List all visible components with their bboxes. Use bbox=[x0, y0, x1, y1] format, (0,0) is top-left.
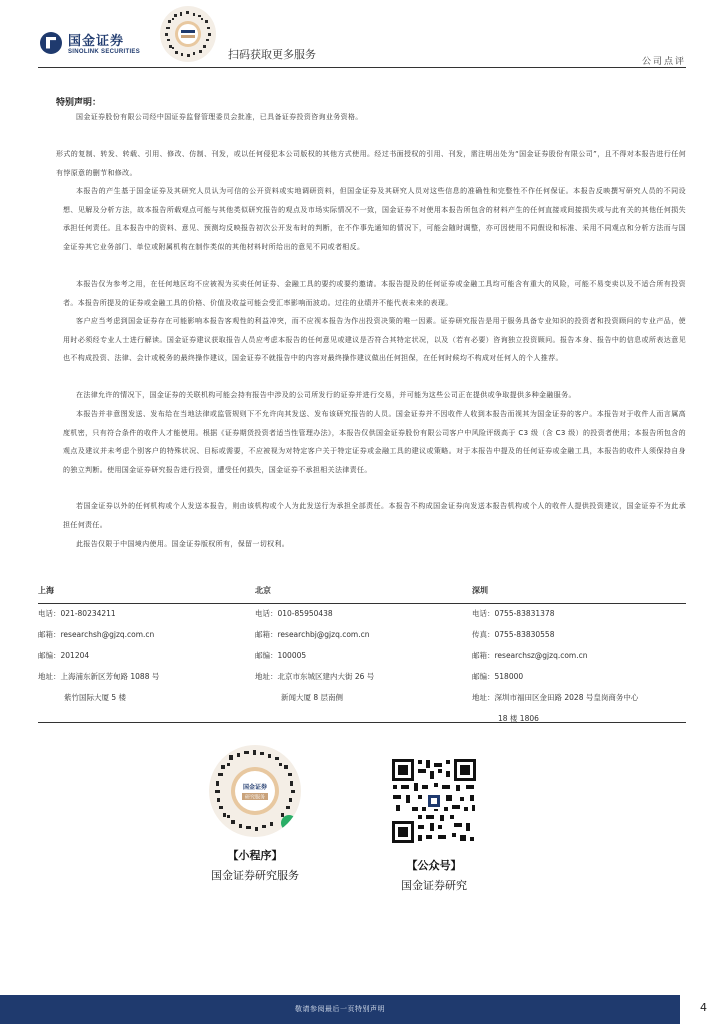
mini-program-name: 国金证券研究服务 bbox=[211, 869, 299, 882]
scan-for-services-text: 扫码获取更多服务 bbox=[228, 48, 316, 61]
disclaimer-paragraph-7: 本报告并非意图发送、发布给在当地法律或监管规则下不允许向其发送、发布该研究报告的人员。国金证券并不因收件人收到本报告而视其为国金证券的客户。本报告对于收件人而言属高度机密，只有符合条件的收件人才能使用。根据《证券期货投资者适当性管理办法》，本报告仅供国金证券股份有限公司客户中风险评级高于 C3 级（含 C3 级）的投资者使用；本报告所包含的观点及建议并未考虑个别客户的特殊状况、目标或需要，不应被视为对特定客户关于特定证券或金融工具的建议或策略。对于本报告中提及的任何证券或金融工具，本报告的收件人须保持自身的独立判断。使用国金证券研究报告进行投资，遭受任何损失，国金证券不承担相关法律责任。 bbox=[63, 410, 686, 474]
mini-program-qr-block bbox=[195, 745, 315, 883]
office-address-cont: 新闻大厦 8 层南侧 bbox=[281, 693, 344, 702]
mini-program-code-icon[interactable] bbox=[209, 745, 301, 837]
disclaimer-paragraph-5: 客户应当考虑到国金证券存在可能影响本报告客观性的利益冲突，而不应视本报告为作出投资决策的唯一因素。证券研究报告是用于服务具备专业知识的投资者和投资顾问的专业产品，使用时必须经专业人士进行解读。国金证券建议获取报告人员应考虑本报告的任何意见或建议是否符合其特定状况，以及（若有必要）咨询独立投资顾问。报告本身、报告中的信息或所表达意见也不构成投资、法律、会计或税务的最终操作建议，国金证券不就报告中的内容对最终操作建议做出任何担保，在任何时候均不构成对任何人的个人推荐。 bbox=[63, 317, 686, 362]
disclaimer-paragraph-6: 在法律允许的情况下，国金证券的关联机构可能会持有报告中涉及的公司所发行的证券并进行交易，并可能为这些公司正在提供或争取提供多种金融服务。 bbox=[76, 391, 576, 399]
logo-name-en: SINOLINK SECURITIES bbox=[68, 49, 141, 55]
office-address-cont: 紫竹国际大厦 5 楼 bbox=[64, 693, 127, 702]
office-city: 上海 bbox=[38, 586, 54, 595]
disclaimer-paragraph-4: 本报告仅为参考之用，在任何地区均不应被视为买卖任何证券、金融工具的要约或要约邀请。本报告提及的任何证券或金融工具均可能含有重大的风险，可能不易变卖以及不适合所有投资者。本报告所提及的证券或金融工具的价格、价值及收益可能会受汇率影响而波动。过往的业绩并不能代表未来的表现。 bbox=[63, 280, 686, 307]
office-phone: 电话：0755-83831378 bbox=[472, 609, 555, 618]
footer-notice: 敬请参阅最后一页特别声明 bbox=[295, 1005, 385, 1013]
mini-code-center-top: 国金证券 bbox=[242, 784, 268, 791]
logo-name-cn: 国金证券 bbox=[68, 34, 125, 49]
office-city: 北京 bbox=[255, 586, 271, 595]
header-divider bbox=[38, 67, 686, 68]
wechat-icon bbox=[281, 815, 297, 831]
company-logo bbox=[40, 30, 140, 55]
sinolink-logo-icon bbox=[40, 32, 62, 54]
page-header bbox=[0, 0, 724, 75]
office-phone: 电话：010-85950438 bbox=[255, 609, 333, 618]
page-number: 4 bbox=[700, 1001, 707, 1014]
official-account-qr-icon[interactable] bbox=[390, 757, 478, 845]
mini-program-label: 【小程序】 bbox=[227, 849, 283, 862]
document-type-label: 公司点评 bbox=[641, 57, 686, 67]
office-postcode: 邮编：518000 bbox=[472, 672, 524, 681]
mini-code-center-bottom: 研究服务 bbox=[244, 794, 266, 801]
section-title: 特别声明： bbox=[56, 98, 102, 108]
disclaimer-paragraph-1: 国金证券股份有限公司经中国证券监督管理委员会批准，已具备证券投资咨询业务资格。 bbox=[76, 113, 363, 121]
official-account-name: 国金证券研究 bbox=[401, 879, 467, 892]
office-postcode: 邮编：201204 bbox=[38, 651, 90, 660]
official-account-qr-block bbox=[374, 757, 494, 893]
office-email: 邮箱：researchsz@gjzq.com.cn bbox=[472, 651, 588, 660]
office-address: 地址：北京市东城区建内大街 26 号 bbox=[255, 672, 375, 681]
office-address: 地址：深圳市福田区金田路 2028 号皇岗商务中心 bbox=[472, 693, 639, 702]
disclaimer-paragraph-2: 形式的复制、转发、转载、引用、修改、仿制、刊发，或以任何侵犯本公司版权的其他方式使用。经过书面授权的引用、刊发，需注明出处为“国金证券股份有限公司”，且不得对本报告进行任何有悖原意的删节和修改。 bbox=[56, 150, 686, 177]
office-postcode: 邮编：100005 bbox=[255, 651, 307, 660]
office-email: 邮箱：researchsh@gjzq.com.cn bbox=[38, 630, 155, 639]
office-beijing bbox=[255, 585, 465, 708]
office-address: 地址：上海浦东新区芳甸路 1088 号 bbox=[38, 672, 160, 681]
page-footer bbox=[0, 995, 724, 1024]
office-phone: 电话：021-80234211 bbox=[38, 609, 116, 618]
office-city: 深圳 bbox=[472, 586, 488, 595]
office-email: 邮箱：researchbj@gjzq.com.cn bbox=[255, 630, 370, 639]
office-shanghai bbox=[38, 585, 248, 708]
disclaimer-paragraph-8: 若国金证券以外的任何机构或个人发送本报告，则由该机构或个人为此发送行为承担全部责任。本报告不构成国金证券向发送本报告机构或个人的收件人提供投资建议，国金证券不为此承担任何责任。 bbox=[63, 502, 686, 529]
disclaimer-paragraph-3: 本报告的产生基于国金证券及其研究人员认为可信的公开资料或实地调研资料，但国金证券及其研究人员对这些信息的准确性和完整性不作任何保证。本报告反映撰写研究人员的不同设想、见解及分析方法，故本报告所载观点可能与其他类似研究报告的观点及市场实际情况不一致，国金证券不对使用本报告所包含的材料产生的任何直接或间接损失或与此有关的其他任何损失承担任何责任。且本报告中的资料、意见、预测均反映报告初次公开发布时的判断，在不作事先通知的情况下，可能会随时调整，亦可因使用不同假设和标准、采用不同观点和分析方法而与国金证券其它业务部门、单位或附属机构在制作类似的其他材料时所给出的意见不同或者相反。 bbox=[63, 187, 686, 251]
official-account-label: 【公众号】 bbox=[406, 859, 462, 872]
office-address-cont: 18 楼 1806 bbox=[498, 714, 539, 723]
qr-code-icon[interactable] bbox=[160, 6, 216, 62]
office-fax: 传真：0755-83830558 bbox=[472, 630, 555, 639]
office-shenzhen bbox=[472, 585, 682, 729]
disclaimer-paragraph-9: 此报告仅限于中国境内使用。国金证券版权所有，保留一切权利。 bbox=[76, 540, 290, 548]
